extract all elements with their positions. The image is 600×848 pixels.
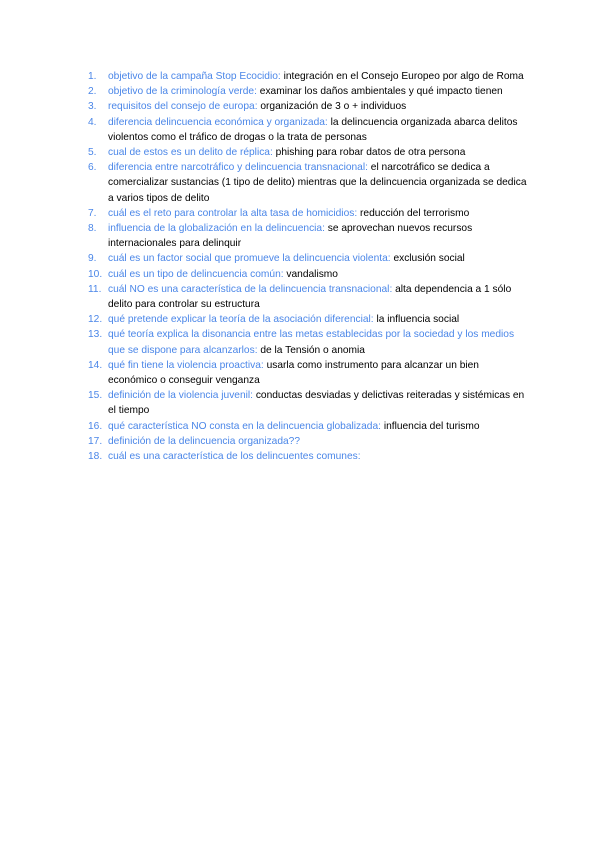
list-item [88,69,528,84]
list-item [88,419,528,434]
separator: : [354,207,361,219]
question-text: qué teoría explica la disonancia entre las metas establecidas por la sociedad y los medios que se dispone para alcanzarlos [108,329,515,356]
item-number: 8. [88,223,97,235]
question-text: qué fin tiene la violencia proactiva [108,359,261,371]
answer-text: organización de 3 o + individuos [260,101,407,113]
separator: : [250,390,256,402]
item-number: 16. [88,420,103,432]
separator: : [254,344,261,356]
question-text: objetivo de la campaña Stop Ecocidio [108,71,278,82]
answer-text: exclusión social [393,253,465,265]
question-text: definición de la violencia juvenil [108,390,251,402]
item-number: 14. [88,359,103,371]
list-item [88,388,528,418]
list-item [88,206,528,221]
separator: : [277,71,284,82]
question-text: cuál NO es una característica de la delincuencia transnacional [108,283,390,295]
list-item [88,145,528,160]
separator: : [378,420,384,432]
list-item [88,282,528,312]
separator: : [254,101,261,113]
list-item [88,251,528,266]
item-number: 6. [88,162,97,174]
question-text: qué pretende explicar la teoría de la asociación diferencial [108,314,371,326]
item-number: 12. [88,314,103,326]
question-text: cuál es un tipo de delincuencia común [108,268,281,280]
answer-text: de la Tensión o anomia [260,344,365,356]
question-text: diferencia delincuencia económica y organizada [108,116,325,128]
item-number: 1. [88,71,97,82]
answer-text: influencia del turismo [383,420,480,432]
item-number: 7. [88,207,97,219]
item-number: 11. [88,283,102,295]
item-number: 9. [88,253,97,265]
question-text: influencia de la globalización en la delincuencia [108,223,323,235]
question-text: qué característica NO consta en la delincuencia globalizada [108,420,379,432]
question-text: cuál es un factor social que promueve la delincuencia violenta [108,253,388,265]
item-number: 10. [88,268,103,280]
question-text: cual de estos es un delito de réplica [108,147,270,159]
answer-text: alta dependencia a 1 sólo delito para controlar su estructura [108,283,512,311]
list-item [88,115,528,145]
question-text: cuál es una característica de los delincuentes comunes: [108,451,361,463]
item-number: 18. [88,451,103,463]
separator: : [260,359,267,371]
separator: : [269,147,276,159]
answer-text: vandalismo [286,268,338,280]
question-text: cuál es el reto para controlar la alta tasa de homicidios [108,207,355,219]
answer-text: integración en el Consejo Europeo por algo de Roma [283,71,524,82]
separator: : [387,253,394,265]
separator: : [324,116,331,128]
answer-text: la influencia social [376,314,460,326]
list-item [88,99,528,114]
answer-text: reducción del terrorismo [360,207,470,219]
item-number: 13. [88,329,103,341]
list-item [88,327,528,357]
list-item [88,84,528,99]
answer-text: conductas desviadas y delictivas reiteradas y sistémicas en el tiempo [108,390,525,417]
question-text: definición de la delincuencia organizada?? [108,435,301,447]
item-number: 17. [88,435,103,447]
separator: : [254,86,260,98]
question-text: diferencia entre narcotráfico y delincuencia transnacional [108,162,366,174]
question-answer-list [88,69,528,464]
list-item [88,358,528,388]
question-text: objetivo de la criminología verde [108,86,255,98]
list-item [88,434,528,449]
separator: : [322,223,328,235]
item-number: 15. [88,390,103,402]
answer-text: se aprovechan nuevos recursos internacionales para delinquir [108,223,473,250]
list-item [88,267,528,282]
item-number: 5. [88,147,97,159]
answer-text: el narcotráfico se dedica a comercializar sustancias (1 tipo de delito) mientras que la delincuencia organizada se dedica a varios tipos de delito [108,162,527,204]
list-item [88,312,528,327]
separator: : [370,314,377,326]
item-number: 3. [88,101,97,113]
answer-text: phishing para robar datos de otra persona [275,147,466,159]
list-item [88,449,528,464]
item-number: 4. [88,116,97,128]
item-number: 2. [88,86,97,98]
answer-text: la delincuencia organizada abarca delitos violentos como el tráfico de drogas o la trata de personas [108,116,518,143]
answer-text: examinar los daños ambientales y qué impacto tienen [259,86,503,98]
list-item [88,160,528,206]
separator: : [389,283,396,295]
list-item [88,221,528,251]
separator: : [280,268,287,280]
question-text: requisitos del consejo de europa [108,101,255,113]
answer-text: usarla como instrumento para alcanzar un bien económico o conseguir venganza [108,359,479,387]
separator: : [365,162,371,174]
